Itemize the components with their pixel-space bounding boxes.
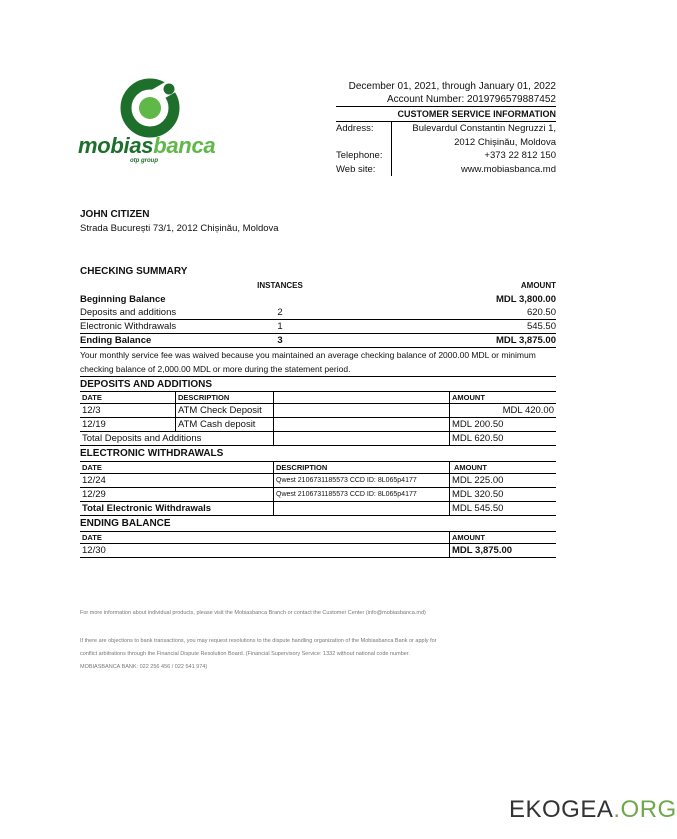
checking-summary-title: CHECKING SUMMARY — [80, 266, 188, 277]
empty-cell — [274, 392, 450, 403]
watermark: EKOGEA.ORG — [509, 796, 677, 823]
customer-address: Strada București 73/1, 2012 Chișinău, Moldova — [80, 223, 279, 234]
footer-line: For more information about individual products, please visit the Mobiasbanca Branch or contact the Customer Center (info@mobiasbanca.md) — [80, 610, 426, 616]
deposits-section-title: DEPOSITS AND ADDITIONS — [80, 376, 556, 392]
service-fee-note: Your monthly service fee was waived because you maintained an average checking balance of 2000.00 MDL or minimum checking balance of 2,000.00 MDL or more during the statement period. — [80, 350, 536, 374]
empty-cell — [274, 432, 450, 445]
date-cell: 12/30 — [80, 544, 450, 557]
total-amount: MDL 620.50 — [452, 433, 504, 444]
summary-row — [80, 306, 556, 320]
amount-cell: MDL 225.00 — [452, 475, 504, 486]
footer-line: If there are objections to bank transactions, you may request resolutions to the dispute handling organization of the Mobiasbanca Bank or apply for — [80, 638, 437, 644]
amount-cell: MDL 420.00 — [502, 405, 554, 416]
description-cell: Qwest 2106731185573 CCD ID: 8L065p4177 — [274, 474, 450, 487]
summary-row — [80, 292, 556, 306]
amount-cell: MDL 3,875.00 — [452, 545, 513, 556]
statement-period: December 01, 2021, through January 01, 2022 — [348, 81, 556, 92]
description-header: DESCRIPTION — [274, 462, 450, 473]
transaction-tables — [80, 376, 556, 558]
footer-line: MOBIASBANCA BANK: 022 256 456 / 022 541 974) — [80, 664, 208, 670]
bank-logo-mark-icon — [120, 78, 180, 138]
amount-header: AMOUNT — [452, 533, 485, 542]
customer-service-grid — [336, 122, 556, 176]
amount-header: AMOUNT — [454, 463, 487, 472]
date-cell: 12/19 — [80, 418, 176, 431]
table-total-row — [80, 502, 556, 516]
table-header-row — [80, 462, 556, 474]
summary-label: Electronic Withdrawals — [80, 321, 177, 332]
amount-header: AMOUNT — [452, 393, 485, 402]
address-label: Address: — [336, 123, 374, 134]
table-row — [80, 404, 556, 418]
amount-header: AMOUNT — [520, 281, 556, 290]
bank-logo-subtitle: otp group — [130, 158, 158, 164]
customer-block — [80, 208, 279, 236]
summary-amount: 545.50 — [526, 321, 556, 332]
description-cell: ATM Check Deposit — [176, 404, 274, 417]
summary-label: Ending Balance — [80, 335, 152, 346]
summary-amount: MDL 3,875.00 — [495, 335, 556, 346]
table-row — [80, 474, 556, 488]
amount-cell: MDL 320.50 — [452, 489, 504, 500]
instances-header: INSTANCES — [257, 281, 303, 290]
table-row — [80, 418, 556, 432]
summary-amount: MDL 3,800.00 — [495, 293, 556, 305]
customer-service-title: CUSTOMER SERVICE INFORMATION — [336, 107, 556, 122]
table-row — [80, 488, 556, 502]
total-label: Total Electronic Withdrawals — [80, 502, 274, 515]
table-row — [80, 544, 556, 558]
summary-amount: 620.50 — [526, 307, 556, 318]
table-header-row — [80, 392, 556, 404]
amount-cell: MDL 200.50 — [452, 419, 504, 430]
withdrawals-section-title: ELECTRONIC WITHDRAWALS — [80, 446, 556, 462]
description-cell: ATM Cash deposit — [176, 418, 274, 431]
empty-cell — [274, 418, 450, 431]
footer-notes — [80, 607, 556, 674]
summary-label: Deposits and additions — [80, 307, 177, 318]
table-header-row — [80, 532, 556, 544]
summary-row — [80, 320, 556, 334]
description-header: DESCRIPTION — [176, 392, 274, 403]
empty-cell — [274, 404, 450, 417]
summary-row — [80, 334, 556, 348]
phone-value: +373 22 812 150 — [484, 150, 556, 161]
account-number: Account Number: 2019796579887452 — [336, 93, 556, 107]
date-header: DATE — [80, 532, 450, 543]
bank-logo-wordmark: mobiasbanca — [78, 133, 216, 158]
customer-name: JOHN CITIZEN — [80, 209, 150, 220]
bank-logo — [78, 78, 223, 173]
footer-line: conflict arbitrations through the Financial Dispute Resolution Board. (Financial Supervisory Service: 1332 without national code number. — [80, 651, 410, 657]
summary-header-row — [80, 279, 556, 292]
website-label: Web site: — [336, 163, 376, 175]
date-header: DATE — [80, 462, 274, 473]
ending-balance-section-title: ENDING BALANCE — [80, 516, 556, 532]
checking-summary — [80, 265, 556, 376]
summary-instances: 1 — [277, 321, 283, 332]
date-cell: 12/29 — [80, 488, 274, 501]
total-amount: MDL 545.50 — [452, 503, 504, 514]
date-cell: 12/24 — [80, 474, 274, 487]
summary-instances: 2 — [277, 307, 283, 318]
address-line-2: 2012 Chișinău, Moldova — [454, 136, 556, 148]
website-value: www.mobiasbanca.md — [460, 163, 556, 175]
date-cell: 12/3 — [80, 404, 176, 417]
summary-label: Beginning Balance — [80, 293, 166, 305]
phone-label: Telephone: — [336, 150, 383, 161]
total-label: Total Deposits and Additions — [80, 432, 274, 445]
summary-instances: 3 — [277, 335, 283, 346]
description-cell: Qwest 2106731185573 CCD ID: 8L065p4177 — [274, 488, 450, 501]
date-header: DATE — [80, 392, 176, 403]
table-total-row — [80, 432, 556, 446]
empty-cell — [274, 502, 450, 515]
statement-header — [336, 80, 556, 176]
address-line-1: Bulevardul Constantin Negruzzi 1, — [412, 123, 556, 134]
